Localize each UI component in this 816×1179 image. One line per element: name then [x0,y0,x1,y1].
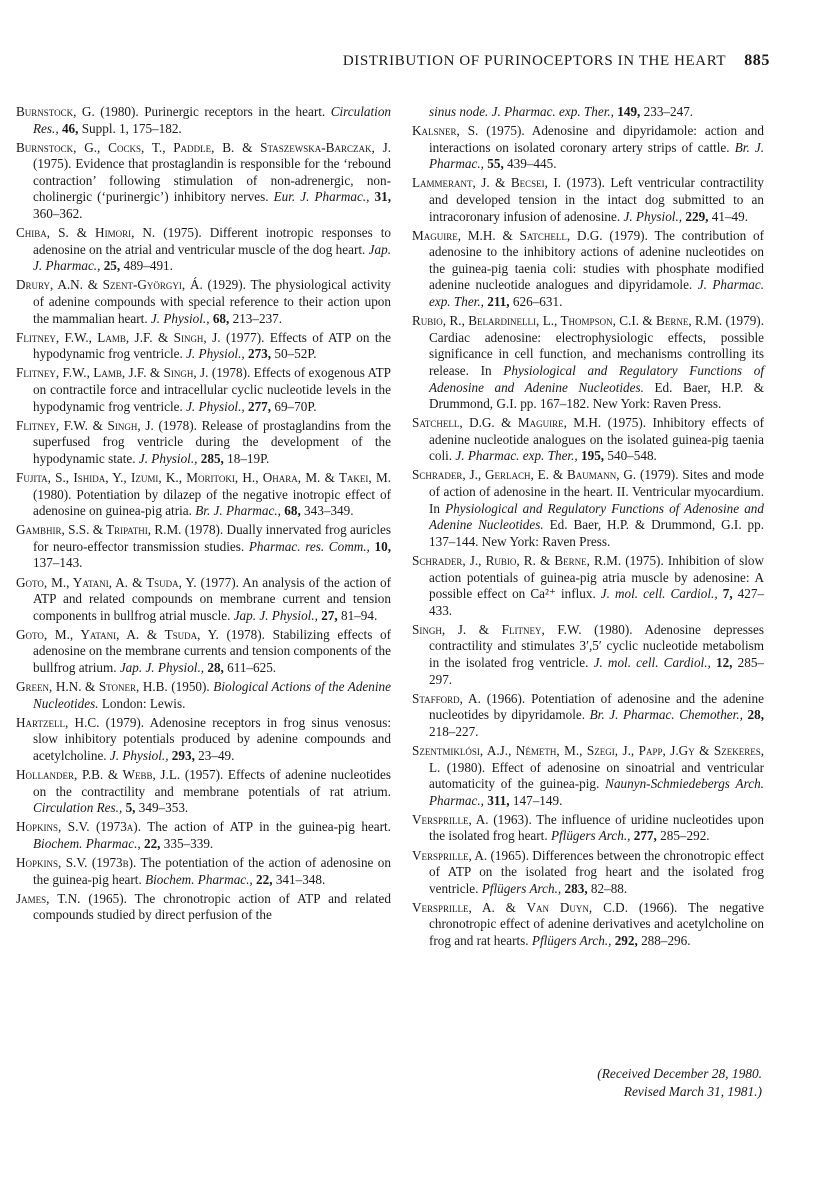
reference-authors: Goto, M., Yatani, A. & Tsuda, Y. (1977). [16,574,239,590]
reference-title: The potentiation of the action of adenosine on the guinea-pig heart. [33,855,391,887]
reference-volume: 68, [284,503,301,519]
reference-entry [16,715,391,765]
reference-continuation [412,104,764,121]
reference-volume: 22, [256,871,273,887]
reference-journal: Circulation Res., [33,104,392,136]
reference-authors: Kalsner, S. (1975). [412,123,525,139]
reference-authors: Chiba, S. & Himori, N. (1975). [16,225,202,241]
reference-pages: 41–49. [708,208,749,224]
reference-journal: J. Physiol., [150,310,210,326]
reference-pages: 343–349. [300,503,354,519]
reference-volume: 31, [374,189,391,205]
reference-title: Effects of ATP on the hypodynamic frog ventricle. [33,329,391,362]
reference-entry [16,855,391,888]
reference-entry [412,553,764,619]
reference-authors: Stafford, A. (1966). [412,690,526,706]
reference-pages: 69–70P. [271,398,317,414]
reference-title: Differences between the chronotropic effect of ATP on the isolated frog heart and the isolated frog ventricle. [429,847,764,896]
reference-title: Cardiac adenosine: electrophysiologic effects, possible significance in cell function, and mechanisms controlling its release. In [429,329,764,378]
reference-journal: Naunyn-Schmiedebergs Arch. Pharmac., [429,776,764,808]
reference-journal: Pflügers Arch., [550,828,631,844]
reference-journal: J. Physiol., [186,346,245,362]
reference-authors: Singh, J. & Flitney, F.W. (1980). [412,621,633,637]
reference-pages: 349–353. [135,800,189,816]
reference-title: Potentiation of adenosine and the adenine nucleotides by dipyridamole. [429,690,765,723]
received-date [412,1065,762,1101]
reference-journal: Jap. J. Pharmac., [33,241,391,274]
reference-volume: 27, [321,607,338,623]
reference-title: Effects of exogenous ATP on contractile force and intracellular cyclic nucleotide levels in the hypodynamic frog ventricle. [33,365,391,414]
reference-entry [412,313,764,413]
reference-authors: Flitney, F.W., Lamb, J.F. & Singh, J. (1977). [16,329,265,345]
reference-entry [412,175,764,225]
reference-authors: Hopkins, S.V. (1973b). [16,855,137,871]
reference-pages: 285–297. [429,655,765,687]
reference-authors: Rubio, R., Belardinelli, L., Thompson, C.I. & Berne, R.M. (1979). [412,313,764,329]
reference-entry [16,418,391,468]
reference-authors: Hollander, P.B. & Webb, J.L. (1957). [16,767,224,783]
reference-entry [412,743,764,809]
reference-authors: Fujita, S., Ishida, Y., Izumi, K., Moritoki, H., Ohara, M. & Takei, M. (1980). [16,469,391,502]
reference-pages: 81–94. [337,607,378,623]
revised-line: Revised March 31, 1981.) [623,1084,762,1099]
reference-entry [412,467,764,550]
reference-journal: Br. J. Pharmac., [429,139,765,172]
reference-volume: 7, [722,586,733,602]
running-title: DISTRIBUTION OF PURINOCEPTORS IN THE HEART [342,53,727,69]
reference-volume: 22, [143,835,161,851]
reference-authors: Maguire, M.H. & Satchell, D.G. (1979). [412,227,648,243]
reference-title: Inhibitory effects of adenine nucleotide analogues on the isolated guinea-pig taenia coli. [429,415,764,464]
reference-journal: Pharmac. res. Comm., [248,538,370,554]
reference-title: Adenosine and dipyridamole: action and interactions on isolated coronary artery strips of cattle. [429,123,764,155]
reference-title: The action of ATP in the guinea-pig heart. [141,819,391,835]
reference-pages: 50–52P. [271,346,317,362]
reference-volume: 285, [200,450,224,466]
continuation-pages: 233–247. [640,104,694,119]
reference-entry [16,891,391,924]
reference-title: Sites and mode of action of adenosine in the heart. II. Ventricular myocardium. In [429,467,764,516]
reference-journal: Physiological and Regulatory Functions of Adenosine and Adenine Nucleotides. [429,362,764,395]
reference-entry [16,522,391,572]
reference-entry [412,900,764,950]
reference-title: Adenosine depresses contractility and stimulates 3′,5′ cyclic nucleotide metabolism in the isolated frog ventricle. [429,621,764,670]
reference-entry [16,819,391,852]
reference-authors: Flitney, F.W., Lamb, J.F. & Singh, J. (1978). [16,365,251,381]
reference-pages: 626–631. [509,294,563,310]
reference-pages: London: Lewis. [98,695,186,711]
reference-volume: 28, [747,707,765,723]
reference-authors: James, T.N. (1965). [16,890,127,906]
reference-journal: J. Physiol., [186,398,245,414]
reference-title: Evidence that prostaglandin is responsible for the ‘rebound contraction’ following stimulation of non-adrenergic, non-cholinergic (‘purinergic’) inhibitory nerves. [33,156,391,205]
reference-volume: 283, [564,880,588,896]
reference-entry [16,277,391,327]
reference-authors: Burnstock, G., Cocks, T., Paddle, B. & Staszewska-Barczak, J. (1975). [16,139,391,172]
reference-title: Potentiation by dilazep of the negative inotropic effect of adenosine on guinea-pig atria. [33,486,391,519]
reference-volume: 293, [171,747,195,763]
reference-journal: Pflügers Arch., [481,880,562,896]
reference-pages: 360–362. [33,206,83,222]
reference-authors: Satchell, D.G. & Maguire, M.H. (1975). [412,415,647,431]
reference-authors: Drury, A.N. & Szent-Györgyi, Á. (1929). [16,277,246,293]
reference-authors: Szentmiklósi, A.J., Németh, M., Szegi, J., Papp, J.Gy & Szekeres, L. (1980). [412,742,764,775]
reference-pages: 213–237. [229,310,283,326]
reference-journal: Eur. J. Pharmac., [273,189,370,205]
reference-entry [412,228,764,311]
reference-title: Effect of adenosine on sinoatrial and ventricular automaticity of the guinea-pig. [429,759,765,792]
reference-journal: J. mol. cell. Cardiol., [593,655,711,670]
reference-authors: Versprille, A. (1965). [412,847,529,863]
reference-pages: 611–625. [223,660,277,675]
page-number: 885 [744,52,770,69]
reference-title: Inhibition of slow action potentials of guinea-pig atria muscle by adenosine: A possible effect on Ca²⁺ influx. [429,552,764,602]
reference-entry [16,627,391,677]
reference-volume: 292, [614,933,638,948]
reference-authors: Flitney, F.W. & Singh, J. (1978). [16,417,197,433]
reference-entry [16,575,391,625]
reference-authors: Schrader, J., Gerlach, E. & Baumann, G. (1979). [412,467,679,483]
continuation-volume: 149, [617,104,641,119]
reference-pages: Ed. Baer, H.P. & Drummond, G.I. pp. 137–144. New York: Raven Press. [429,517,765,549]
reference-pages: 341–348. [272,871,326,887]
reference-authors: Hopkins, S.V. (1973a). [16,819,141,835]
reference-entry [412,812,764,845]
reference-volume: 195, [581,448,605,464]
reference-title: Left ventricular contractility and developed tension in the intact dog submitted to an intracoronary infusion of adenosine. [429,175,765,224]
reference-pages: 439–445. [503,156,557,172]
reference-entry [412,691,764,741]
reference-journal: Biochem. Pharmac., [145,871,253,887]
reference-journal: Biological Actions of the Adenine Nucleotides. [33,679,391,711]
reference-entry [16,140,391,223]
reference-title: The contribution of adenosine to the inhibitory actions of adenine nucleotides on the guinea-pig taenia coli: studies with phosphate modified adenine nucleotide analogues and dipyridamole. [429,227,765,293]
reference-entry [16,470,391,520]
reference-volume: 311, [487,792,510,808]
reference-pages: 288–296. [637,933,691,948]
reference-authors: Gambhir, S.S. & Tripathi, R.M. (1978). [16,522,224,538]
reference-pages: 540–548. [604,448,657,464]
reference-volume: 277, [633,828,657,844]
reference-journal: Physiological and Regulatory Functions of Adenosine and Adenine Nucleotides. [429,500,764,533]
reference-title: The chronotropic action of ATP and related compounds studied by direct perfusion of the [33,890,392,923]
reference-journal: Jap. J. Physiol., [233,607,318,623]
reference-entry [412,123,764,173]
reference-pages: 335–339. [160,835,214,851]
reference-volume: 12, [715,655,733,670]
reference-title: Release of prostaglandins from the superfused frog ventricle during the development of the hypodynamic state. [33,417,391,466]
reference-authors: Burnstock, G. (1980). [16,104,139,119]
reference-authors: Hartzell, H.C. (1979). [16,714,145,730]
reference-volume: 25, [103,258,121,274]
reference-pages: 18–19P. [223,450,270,466]
reference-pages: 489–491. [120,258,173,274]
reference-pages: 218–227. [429,723,479,739]
reference-pages: 82–88. [587,880,628,896]
reference-entry [16,104,391,137]
reference-title: The negative chronotropic effect of adenine derivatives and acetylcholine on frog and rat hearts. [429,899,764,948]
reference-pages: 285–292. [656,828,710,844]
reference-volume: 229, [685,208,709,224]
reference-journal: Br. J. Pharmac. Chemother., [589,707,743,723]
reference-title: Dually innervated frog auricles for neuro-effector transmission studies. [33,522,391,554]
reference-title: Purinergic receptors in the heart. [138,104,331,119]
reference-volume: 277, [247,398,272,414]
reference-authors: Green, H.N. & Stoner, H.B. (1950). [16,679,210,695]
reference-journal: Pflügers Arch., [531,933,612,948]
running-header [0,52,770,70]
reference-title: Adenosine receptors in frog sinus venosus: slow inhibitory potentials produced by adenine compounds and acetylcholine. [33,714,392,763]
reference-entry [412,415,764,465]
reference-journal: J. Pharmac. exp. Ther., [429,277,764,310]
reference-pages: Suppl. 1, 175–182. [78,120,182,136]
reference-volume: 10, [374,538,392,554]
reference-authors: Lammerant, J. & Becsei, I. (1973). [412,175,605,191]
reference-entry [412,848,764,898]
reference-volume: 273, [247,346,272,362]
reference-volume: 55, [487,156,504,172]
reference-journal: Br. J. Pharmac., [195,503,281,519]
reference-volume: 68, [212,310,230,326]
reference-journal: J. Physiol., [623,208,683,224]
reference-volume: 46, [61,120,79,136]
reference-volume: 28, [207,660,224,675]
references-right-column [412,104,764,952]
reference-journal: J. mol. cell. Cardiol., [600,586,718,602]
reference-volume: 5, [125,800,136,816]
reference-pages: Ed. Baer, H.P. & Drummond, G.I. pp. 167–182. New York: Raven Press. [429,379,764,412]
reference-authors: Versprille, A. (1963). [412,811,532,827]
reference-journal: J. Physiol., [109,747,169,763]
reference-entry [16,365,391,415]
received-line: (Received December 28, 1980. [597,1066,762,1081]
reference-title: The physiological activity of adenine compounds with special reference to their action upon the mammalian heart. [33,277,392,326]
reference-journal: J. Pharmac. exp. Ther., [455,448,578,464]
reference-journal: Circulation Res., [33,800,123,816]
reference-pages: 427–433. [429,586,765,618]
reference-title: Effects of adenine nucleotides on the contractility and membrane potentials of rat atrium. [33,767,391,799]
reference-title: The influence of uridine nucleotides upon the isolated frog heart. [429,811,764,844]
reference-title: Different inotropic responses to adenosine on the atrial and ventricular muscle of the dog heart. [33,225,392,257]
reference-entry [16,679,391,712]
reference-journal: J. Physiol., [138,450,198,466]
reference-authors: Versprille, A. & Van Duyn, C.D. (1966). [412,899,678,915]
references-right-list [412,123,764,950]
reference-volume: 211, [487,294,510,310]
continuation-journal: sinus node. J. Pharmac. exp. Ther., [429,104,614,119]
reference-entry [16,767,391,817]
reference-pages: 23–49. [194,747,235,763]
reference-entry [412,622,764,688]
reference-entry [16,225,391,275]
reference-title: An analysis of the action of ATP and related compounds on membrane current and tension components in bullfrog atrial muscle. [33,574,391,623]
reference-journal: Biochem. Pharmac., [33,835,141,851]
reference-authors: Goto, M., Yatani, A. & Tsuda, Y. (1978). [16,626,265,642]
references-left-column [16,104,391,926]
reference-journal: Jap. J. Physiol., [119,660,205,675]
reference-pages: 147–149. [509,792,563,808]
reference-entry [16,330,391,363]
reference-authors: Schrader, J., Rubio, R. & Berne, R.M. (1975). [412,552,664,568]
reference-title: Stabilizing effects of adenosine on the membrane currents and tension components of the bullfrog atrium. [33,626,391,675]
reference-pages: 137–143. [33,555,83,571]
